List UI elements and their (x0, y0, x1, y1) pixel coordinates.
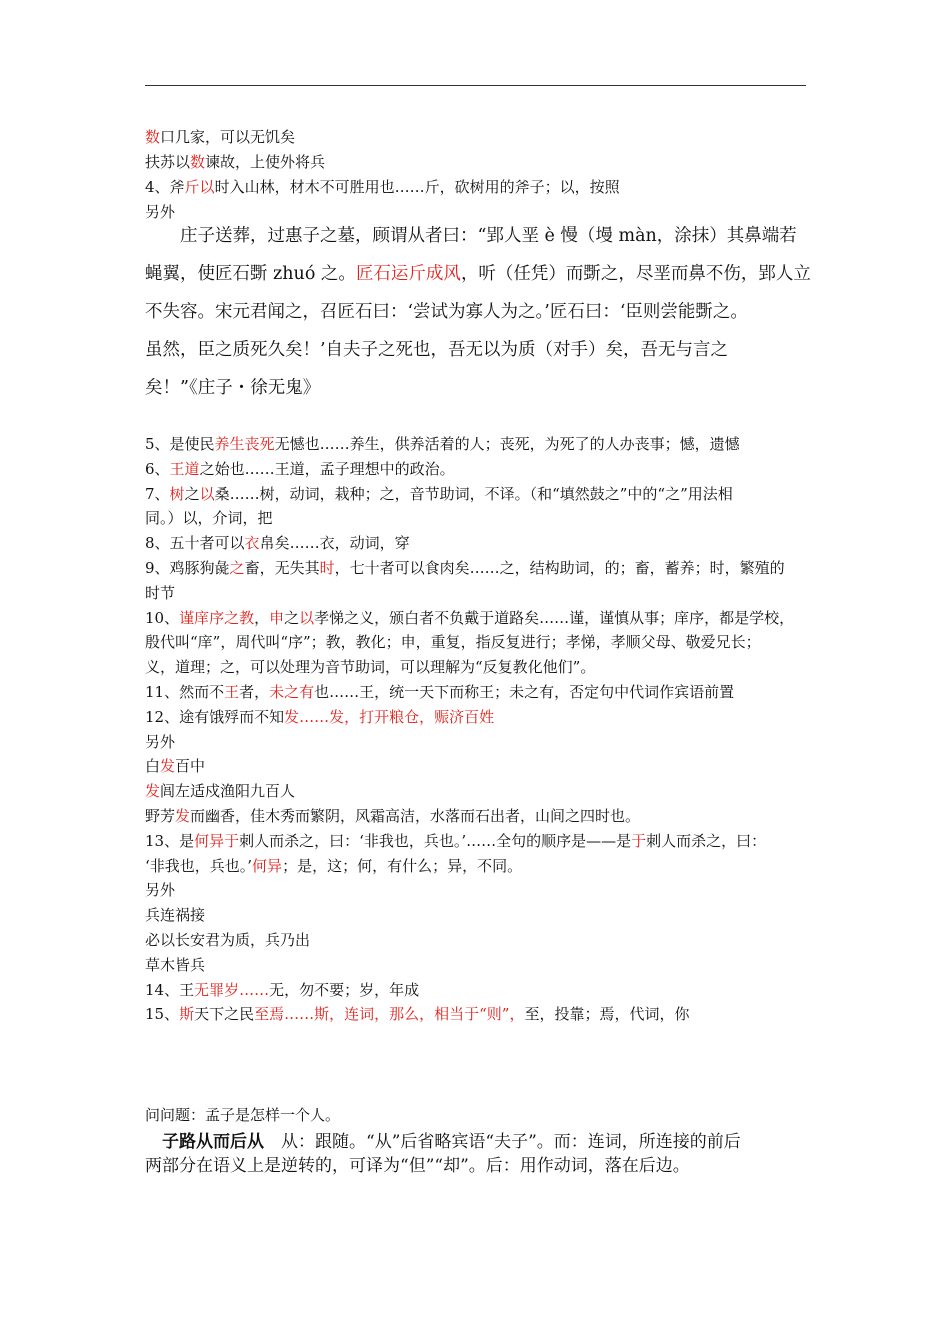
note-line (145, 805, 815, 827)
text-segment: ；是，这；何，有什么；异，不同。 (282, 856, 523, 875)
text-segment: ‘非我也，兵也。’ (145, 856, 253, 875)
text-segment: 问问题：孟子是怎样一个人。 (145, 1106, 341, 1124)
note-line (145, 458, 815, 480)
note-line (145, 879, 815, 901)
text-segment: ，七十者可以食肉矣……之，结构助词，的；畜，蓄养；时，繁殖的 (334, 559, 785, 577)
text-segment: 无憾也……养生，供养活着的人；丧死，为死了的人办丧事；憾，遗憾 (274, 435, 740, 453)
text-segment: 至，投靠；焉，代词，你 (524, 1005, 690, 1024)
text-segment: 刺人而杀之，曰： (646, 831, 767, 850)
highlighted-text: 斤以 (184, 178, 215, 196)
text-segment: 也……王，统一天下而称王；未之有，否定句中代词作宾语前置 (314, 683, 735, 701)
highlighted-text: 以 (299, 608, 315, 627)
text-segment: 15、 (145, 1005, 180, 1024)
text-segment: ，听（任凭）而斲之，尽垩而鼻不伤，郢人立 (460, 264, 811, 284)
text-segment: 11、然而不 (145, 683, 225, 701)
text-segment: 7、 (145, 484, 170, 503)
highlighted-text: 无罪岁…… (194, 980, 270, 999)
text-segment: 殷代叫“庠”，周代叫“序”；教，教化；申，重复，指反复进行；孝悌，孝顺父母、敬爱兄长； (145, 633, 761, 652)
text-segment: 从：跟随。“从”后省略宾语“夫子”。而：连词，所连接的前后 (264, 1132, 741, 1152)
text-segment: 口几家，可以无饥矣 (160, 128, 296, 146)
note-line (145, 631, 815, 653)
text-segment: 不失容。宋元君闻之，召匠石曰：‘尝试为寡人为之。’匠石曰：‘臣则尝能斲之。 (145, 302, 748, 322)
question-line (145, 1104, 815, 1126)
text-segment: 另外 (145, 203, 176, 221)
text-segment: 13、是 (145, 831, 195, 850)
text-segment: 谏故，上使外将兵 (205, 153, 326, 171)
text-segment: 草木皆兵 (145, 955, 206, 974)
highlighted-text: 何异于 (194, 831, 240, 850)
highlighted-text: 斯 (179, 1005, 195, 1024)
highlighted-text: 时 (319, 559, 335, 577)
highlighted-text: 匠石运斤成风 (355, 264, 461, 284)
highlighted-text: 数 (145, 128, 161, 146)
highlighted-text: 王道 (169, 459, 200, 478)
text-segment: 时入山林，材木不可胜用也……斤，砍树用的斧子；以，按照 (214, 178, 620, 196)
text-segment: 孝悌之义，颁白者不负戴于道路矣……谨，谨慎从事；庠序，都是学校， (314, 608, 795, 627)
text-segment: 之 (184, 484, 200, 503)
highlighted-text: 养生丧死 (214, 435, 275, 453)
highlighted-text: 衣 (244, 534, 260, 553)
text-segment: 必以长安君为质，兵乃出 (145, 931, 311, 949)
note-line (145, 929, 815, 951)
note-line (145, 681, 815, 703)
note-line (145, 607, 815, 629)
note-line (145, 483, 815, 505)
note-line (145, 755, 815, 777)
note-line (145, 557, 815, 579)
note-line (145, 582, 815, 604)
text-segment: 无，勿不要；岁，年成 (269, 980, 420, 999)
text-segment: 野芳 (145, 807, 176, 825)
text-segment (145, 1132, 162, 1152)
highlighted-text: 王 (224, 683, 240, 701)
paragraph-line (145, 370, 815, 406)
text-segment: 10、 (145, 608, 180, 627)
text-segment: 闾左适戍渔阳九百人 (160, 782, 296, 801)
paragraph-line (145, 256, 815, 292)
text-segment: 同。）以，介词，把 (145, 509, 273, 528)
header-rule (145, 85, 806, 86)
highlighted-text: 至焉……斯，连词，那么，相当于“则”， (254, 1005, 525, 1024)
highlighted-text: 发 (160, 757, 176, 776)
text-segment: 义，道理；之，可以处理为音节助词，可以理解为“反复教化他们”。 (145, 658, 596, 677)
text-segment: 12、途有饿殍而不知 (145, 707, 285, 726)
text-segment: 8、五十者可以 (145, 534, 245, 553)
note-line (145, 979, 815, 1001)
text-line (145, 126, 815, 148)
note-line (145, 830, 815, 852)
highlighted-text: 以 (199, 484, 215, 503)
text-segment: 之始也……王道，孟子理想中的政治。 (199, 459, 455, 478)
highlighted-text: 之 (229, 559, 245, 577)
highlighted-text: 谨庠序之教 (179, 608, 255, 627)
highlighted-text: 发 (145, 782, 161, 801)
text-segment: ， (254, 608, 270, 627)
text-segment: 百中 (175, 757, 206, 776)
text-segment: 9、鸡豚狗彘 (145, 559, 230, 577)
text-segment: 白 (145, 757, 161, 776)
text-segment: 兵连祸接 (145, 906, 206, 925)
highlighted-text: 发 (175, 807, 191, 825)
note-line (145, 706, 815, 728)
text-segment: 畜，无失其 (244, 559, 320, 577)
text-segment: 蝇翼，使匠石斲 zhuó 之。 (145, 264, 356, 284)
paragraph-line (145, 332, 815, 368)
note-line (145, 532, 815, 554)
highlighted-text: 数 (190, 153, 206, 171)
text-segment: 天下之民 (194, 1005, 255, 1024)
text-line (145, 176, 815, 198)
text-segment: 刺人而杀之，曰：‘非我也，兵也。’……全句的顺序是——是 (239, 831, 632, 850)
paragraph-line (145, 294, 815, 330)
text-segment: 帛矣……衣，动词，穿 (259, 534, 410, 553)
note-line (145, 954, 815, 976)
bold-text: 子路从而后从 (162, 1132, 264, 1152)
highlighted-text: 于 (631, 831, 647, 850)
note-line (145, 507, 815, 529)
text-segment: 之 (284, 608, 300, 627)
paragraph-line (145, 1154, 815, 1178)
text-segment: 14、王 (145, 980, 195, 999)
highlighted-text: 申 (269, 608, 285, 627)
highlighted-text: 树 (169, 484, 185, 503)
paragraph-line (145, 218, 815, 254)
highlighted-text: 未之有 (269, 683, 315, 701)
note-line (145, 780, 815, 802)
note-line (145, 904, 815, 926)
paragraph-line (145, 1130, 815, 1154)
note-line (145, 1003, 815, 1025)
text-segment: 另外 (145, 732, 176, 751)
note-line (145, 855, 815, 877)
text-segment: 而幽香，佳木秀而繁阴，风霜高洁，水落而石出者，山间之四时也。 (190, 807, 641, 825)
text-line (145, 151, 815, 173)
highlighted-text: 发……发，打开粮仓，赈济百姓 (284, 707, 495, 726)
highlighted-text: 何异 (252, 856, 283, 875)
text-segment: 6、 (145, 459, 170, 478)
note-line (145, 731, 815, 753)
text-segment: 两部分在语义上是逆转的，可译为“但”“却”。后：用作动词，落在后边。 (145, 1156, 690, 1176)
note-line (145, 656, 815, 678)
text-segment: 时节 (145, 583, 176, 602)
text-segment: 另外 (145, 881, 176, 900)
text-segment: 矣！”《庄子・徐无鬼》 (145, 378, 321, 398)
text-segment: 扶苏以 (145, 153, 191, 171)
text-segment: 桑……树，动词，栽种；之，音节助词，不译。（和“填然鼓之”中的“之”用法相 (214, 484, 733, 503)
text-segment: 者， (239, 683, 270, 701)
text-segment: 4、斧 (145, 178, 185, 196)
text-segment: 庄子送葬，过惠子之墓，顾谓从者曰：“郢人垩 è 慢（墁 màn，涂抹）其鼻端若 (145, 226, 797, 246)
note-line (145, 433, 815, 455)
text-segment: 5、是使民 (145, 435, 215, 453)
text-segment: 虽然，臣之质死久矣！’自夫子之死也，吾无以为质（对手）矣，吾无与言之 (145, 340, 729, 360)
